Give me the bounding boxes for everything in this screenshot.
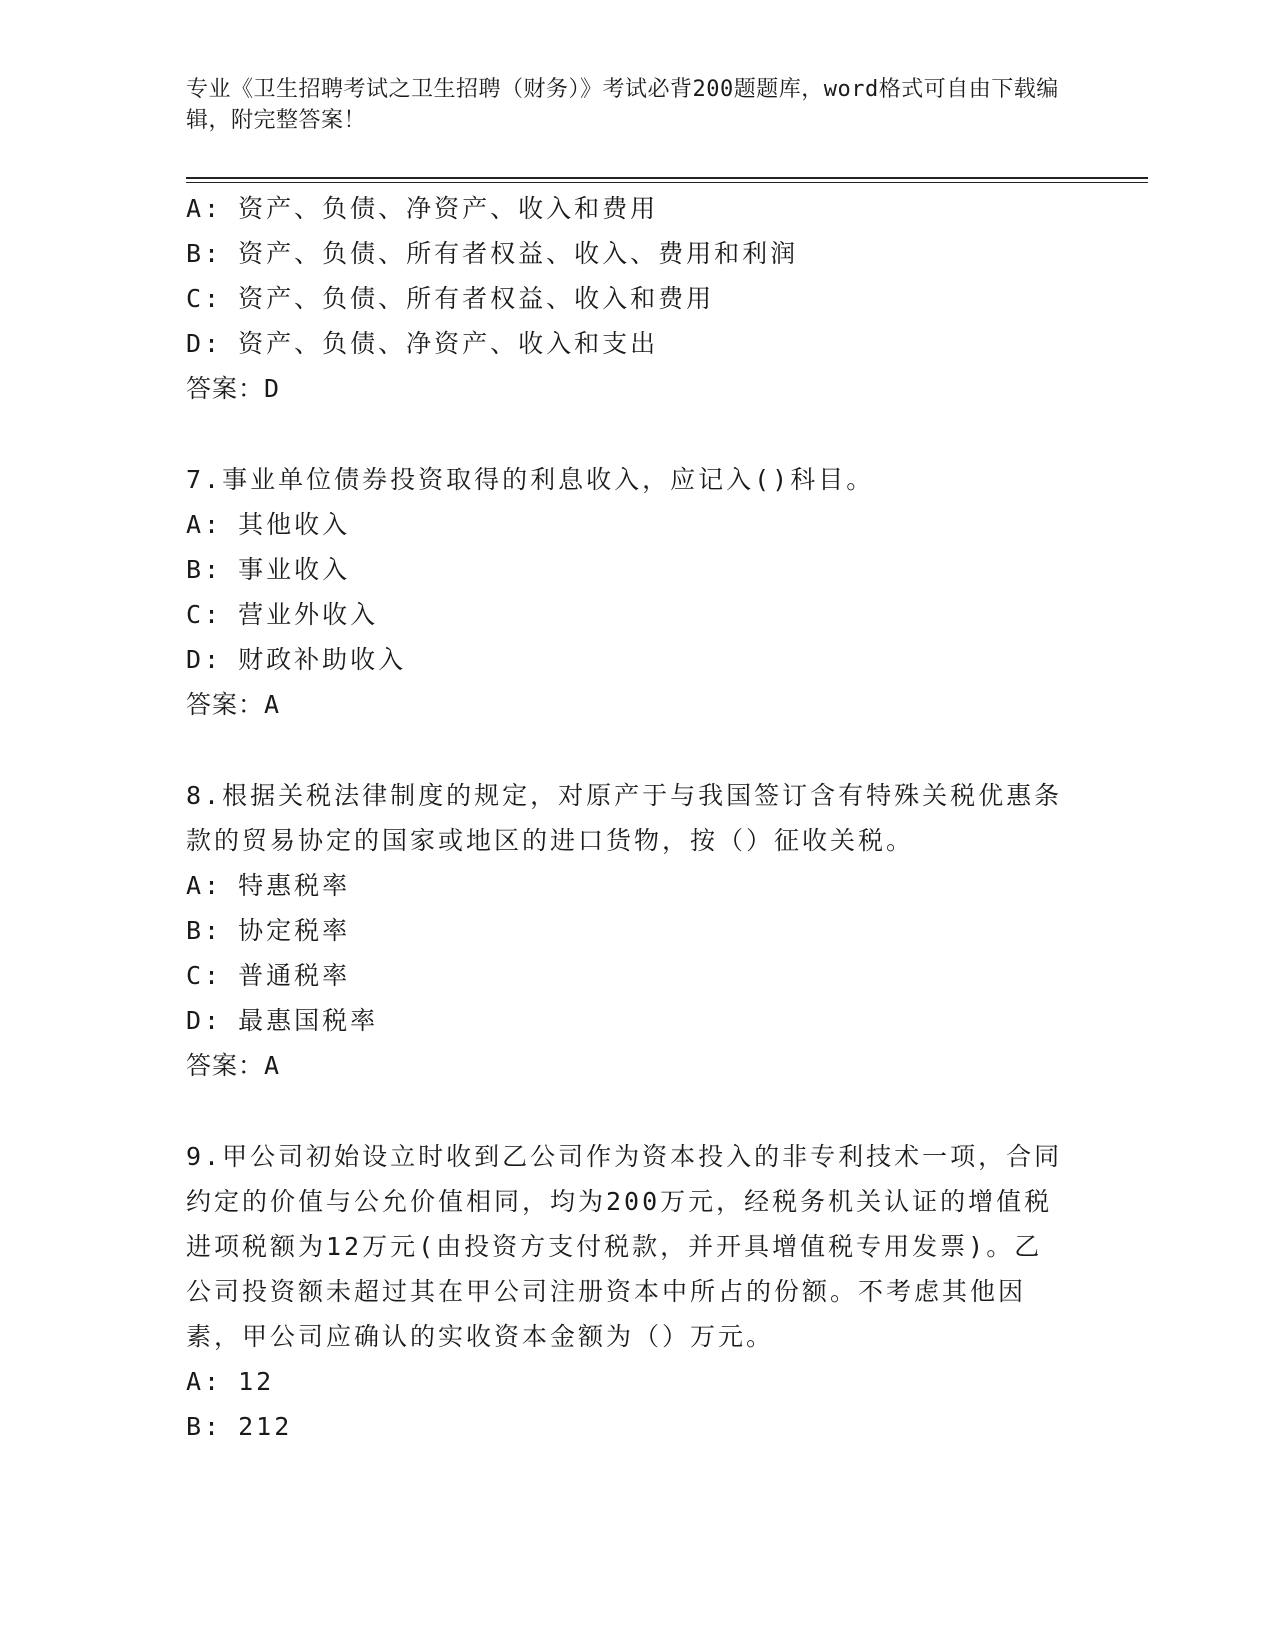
question-9 — [186, 1134, 1066, 1449]
option-text: 最惠国税率 — [238, 1006, 379, 1035]
question-stem: 8.根据关税法律制度的规定，对原产于与我国签订含有特殊关税优惠条款的贸易协定的国家或地区的进口货物，按（）征收关税。 — [186, 781, 1063, 855]
option-text: 资产、负债、净资产、收入和支出 — [238, 329, 659, 358]
question-stem: 7.事业单位债券投资取得的利息收入，应记入()科目。 — [186, 465, 875, 494]
answer-value: D — [264, 374, 281, 403]
option-letter: B: — [186, 555, 223, 584]
option-a — [186, 502, 1066, 547]
option-d — [186, 321, 1066, 366]
answer-value: A — [264, 690, 281, 719]
option-letter: B: — [186, 239, 223, 268]
option-letter: A: — [186, 1367, 223, 1396]
option-text: 财政补助收入 — [238, 645, 407, 674]
option-letter: D: — [186, 329, 223, 358]
option-b — [186, 231, 1066, 276]
answer-line — [186, 682, 1066, 727]
option-letter: B: — [186, 916, 223, 945]
option-text: 资产、负债、净资产、收入和费用 — [238, 194, 659, 223]
question-8 — [186, 773, 1066, 1088]
option-text: 特惠税率 — [238, 871, 351, 900]
option-letter: C: — [186, 961, 223, 990]
option-a — [186, 186, 1066, 231]
answer-label: 答案： — [186, 690, 265, 719]
option-c — [186, 276, 1066, 321]
option-letter: B: — [186, 1412, 223, 1441]
option-text: 事业收入 — [238, 555, 351, 584]
option-b — [186, 1404, 1066, 1449]
header-intro-text: 专业《卫生招聘考试之卫生招聘（财务）》考试必背200题题库，word格式可自由下载编辑，附完整答案！ — [186, 77, 1059, 133]
option-text: 12 — [238, 1367, 275, 1396]
option-d — [186, 998, 1066, 1043]
option-text: 资产、负债、所有者权益、收入、费用和利润 — [238, 239, 799, 268]
option-letter: A: — [186, 871, 223, 900]
document-header — [186, 74, 1066, 136]
question-stem: 9.甲公司初始设立时收到乙公司作为资本投入的非专利技术一项，合同约定的价值与公允价值相同，均为200万元，经税务机关认证的增值税进项税额为12万元(由投资方支付税款，并开具增值税专用发票)。乙公司投资额未超过其在甲公司注册资本中所占的份额。不考虑其他因素，甲公司应确认的实收资本金额为（）万元。 — [186, 1142, 1063, 1351]
header-divider-thin — [186, 182, 1148, 183]
option-letter: C: — [186, 284, 223, 313]
answer-value: A — [264, 1051, 281, 1080]
option-letter: A: — [186, 510, 223, 539]
option-a — [186, 863, 1066, 908]
option-letter: D: — [186, 645, 223, 674]
option-c — [186, 953, 1066, 998]
option-d — [186, 637, 1066, 682]
option-text: 普通税率 — [238, 961, 351, 990]
question-list — [186, 186, 1066, 1449]
option-text: 其他收入 — [238, 510, 351, 539]
question-7 — [186, 457, 1066, 727]
option-letter: C: — [186, 600, 223, 629]
option-b — [186, 908, 1066, 953]
option-text: 协定税率 — [238, 916, 351, 945]
header-divider — [186, 177, 1148, 179]
answer-line — [186, 366, 1066, 411]
question-6-continued — [186, 186, 1066, 411]
answer-line — [186, 1043, 1066, 1088]
answer-label: 答案： — [186, 374, 265, 403]
answer-label: 答案： — [186, 1051, 265, 1080]
option-text: 212 — [238, 1412, 293, 1441]
option-letter: D: — [186, 1006, 223, 1035]
option-b — [186, 547, 1066, 592]
option-text: 营业外收入 — [238, 600, 379, 629]
option-c — [186, 592, 1066, 637]
option-letter: A: — [186, 194, 223, 223]
option-a — [186, 1359, 1066, 1404]
option-text: 资产、负债、所有者权益、收入和费用 — [238, 284, 715, 313]
